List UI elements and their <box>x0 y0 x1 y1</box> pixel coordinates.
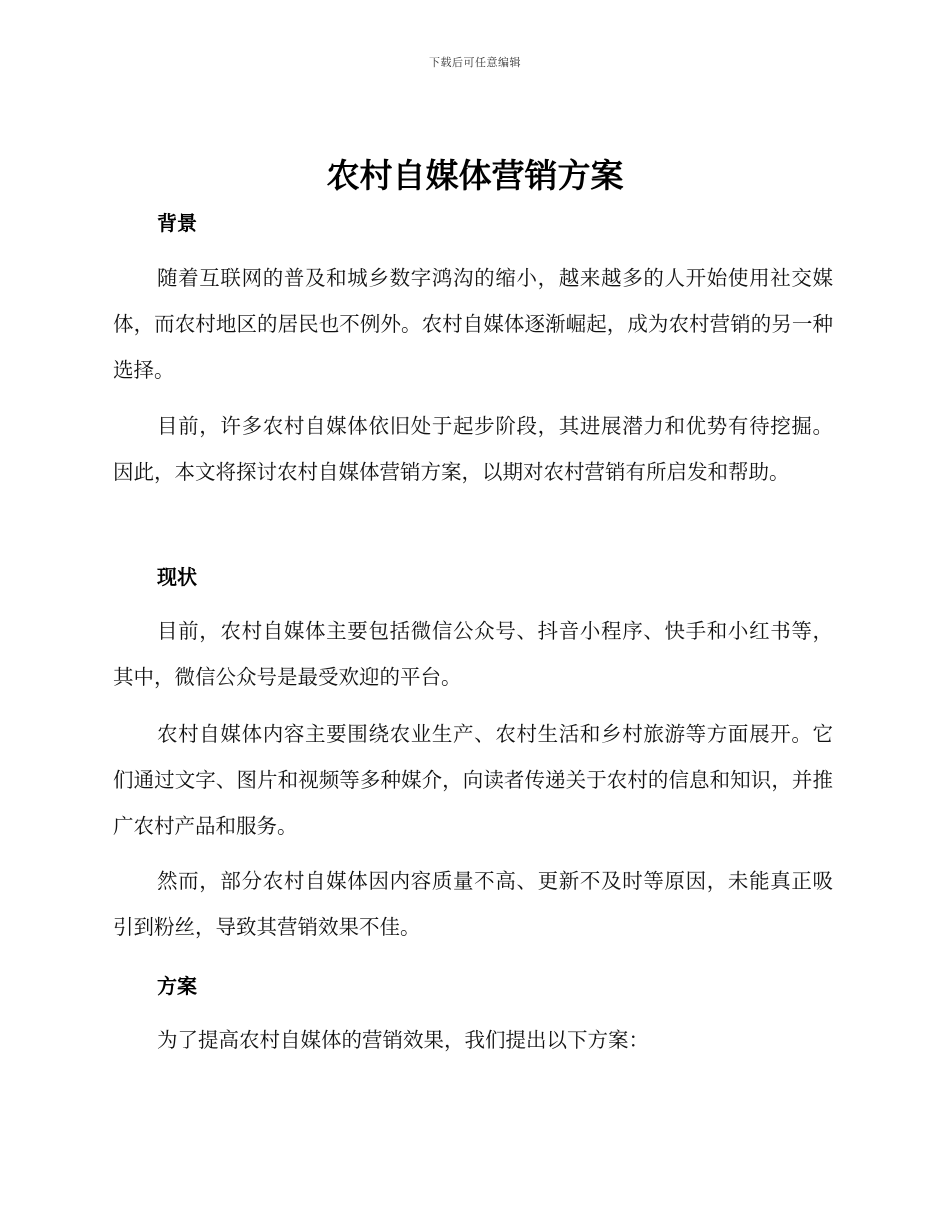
section-heading-background: 背景 <box>157 211 197 235</box>
paragraph: 随着互联网的普及和城乡数字鸿沟的缩小，越来越多的人开始使用社交媒体，而农村地区的居民也不例外。农村自媒体逐渐崛起，成为农村营销的另一种选择。 <box>113 266 833 382</box>
section-heading-plan: 方案 <box>157 974 197 998</box>
paragraph: 目前，许多农村自媒体依旧处于起步阶段，其进展潜力和优势有待挖掘。因此，本文将探讨农村自媒体营销方案，以期对农村营销有所启发和帮助。 <box>113 414 833 484</box>
header-note: 下载后可任意编辑 <box>429 56 521 69</box>
document-title: 农村自媒体营销方案 <box>326 156 624 195</box>
paragraph: 农村自媒体内容主要围绕农业生产、农村生活和乡村旅游等方面展开。它们通过文字、图片和视频等多种媒介，向读者传递关于农村的信息和知识，并推广农村产品和服务。 <box>113 722 833 838</box>
paragraph: 为了提高农村自媒体的营销效果，我们提出以下方案： <box>157 1028 649 1052</box>
paragraph: 然而，部分农村自媒体因内容质量不高、更新不及时等原因，未能真正吸引到粉丝，导致其营销效果不佳。 <box>113 869 833 939</box>
paragraph: 目前，农村自媒体主要包括微信公众号、抖音小程序、快手和小红书等，其中，微信公众号是最受欢迎的平台。 <box>113 619 833 689</box>
section-heading-status: 现状 <box>157 565 197 589</box>
